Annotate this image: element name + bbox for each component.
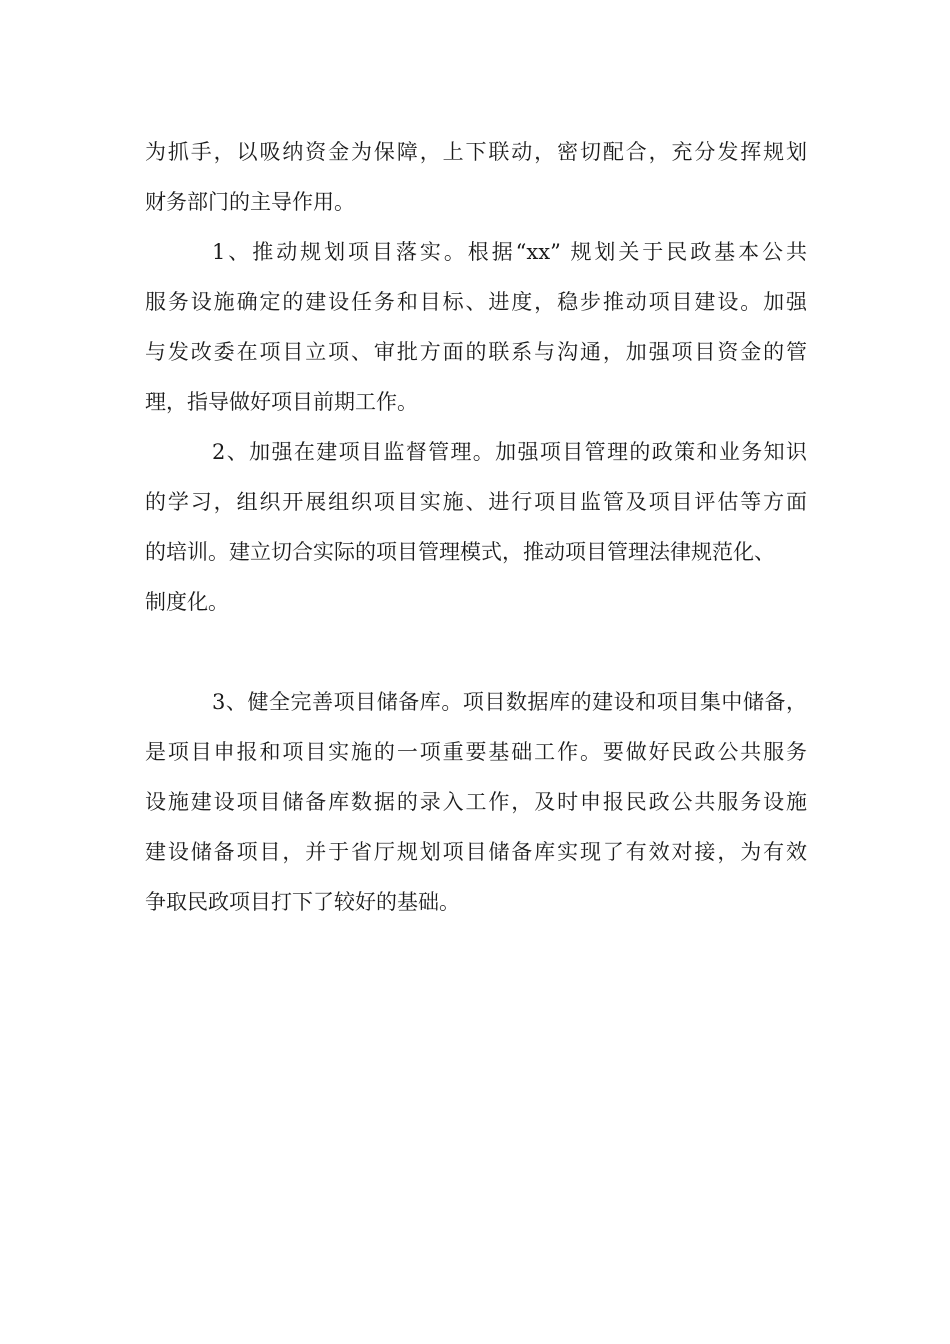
text-line: 建设储备项目，并于省厅规划项目储备库实现了有效对接，为有效 (145, 840, 807, 864)
text-line: 理，指导做好项目前期工作。 (145, 390, 418, 414)
text-line: 服务设施确定的建设任务和目标、进度，稳步推动项目建设。加强 (145, 290, 807, 314)
paragraph-3-heading-line: 3、健全完善项目储备库。项目数据库的建设和项目集中储备， (212, 690, 807, 714)
text-line: 制度化。 (145, 590, 229, 614)
text-line: 争取民政项目打下了较好的基础。 (145, 890, 460, 914)
paragraph-2-heading-line: 2、加强在建项目监督管理。加强项目管理的政策和业务知识 (212, 440, 807, 464)
text-line: 财务部门的主导作用。 (145, 190, 355, 214)
text-line: 的培训。建立切合实际的项目管理模式，推动项目管理法律规范化、 (145, 540, 775, 564)
text-line: 设施建设项目储备库数据的录入工作，及时申报民政公共服务设施 (145, 790, 807, 814)
text-line: 与发改委在项目立项、审批方面的联系与沟通，加强项目资金的管 (145, 340, 807, 364)
text-line: 的学习，组织开展组织项目实施、进行项目监管及项目评估等方面 (145, 490, 807, 514)
text-line: 是项目申报和项目实施的一项重要基础工作。要做好民政公共服务 (145, 740, 807, 764)
paragraph-1-heading-line: 1、推动规划项目落实。根据“xx” 规划关于民政基本公共 (212, 240, 807, 264)
text-line: 为抓手，以吸纳资金为保障，上下联动，密切配合，充分发挥规划 (145, 140, 807, 164)
